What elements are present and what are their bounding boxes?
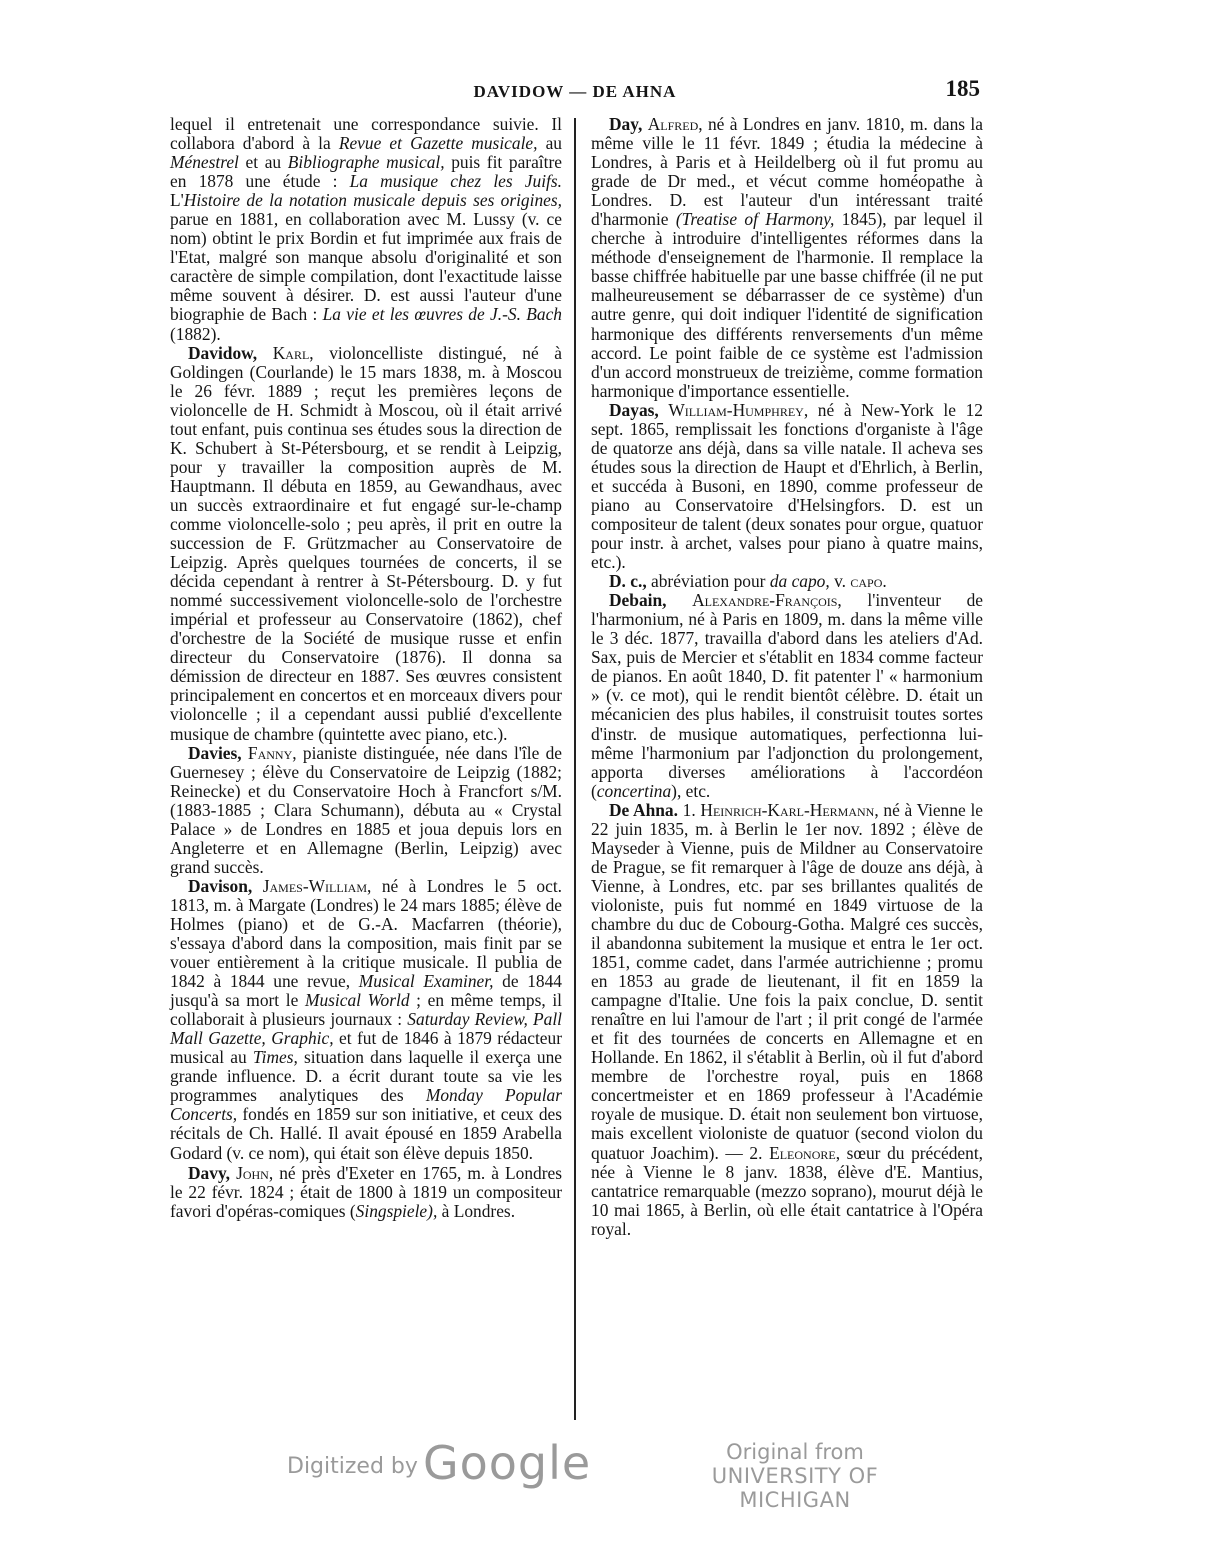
digitized-by-google-watermark bbox=[287, 1436, 591, 1490]
google-logo: Google bbox=[423, 1436, 592, 1490]
entry-day: Day, Alfred, né à Londres en janv. 1810, m. dans la même ville le 11 févr. 1849 ; étudia la médecine à Londres, à Paris et à Heildelberg où il fut promu au grade de Dr med., et vécut comme homéopathe à Londres. D. est l'auteur d'un intéressant traité d'harmonie (Treatise of Harmony, 1845), par lequel il cherche à introduire d'intelligentes réformes dans la méthode d'enseignement de l'harmonie. Il remplace la basse chiffrée habituelle par une basse chiffrée (il ne put malheureusement se débarrasser de ce système) d'un autre genre, qui doit indiquer l'identité de signification harmonique des différents renversements d'un même accord. Le point faible de ce système est l'admission d'un accord monstrueux de treizième, comme formation harmonique d'importance essentielle. bbox=[591, 114, 983, 401]
entry-continuation: lequel il entretenait une correspondance suivie. Il collabora d'abord à la Revue et Gazette musicale, au Ménestrel et au Bibliographe musical, puis fit paraître en 1878 une étude : La musique chez les Juifs. L'Histoire de la notation musicale depuis ses origines, parue en 1881, en collaboration avec M. Lussy (v. ce nom) obtint le prix Bordin et fut imprimée aux frais de l'Etat, malgré son manque absolu d'originalité et son caractère de simple compilation, dont l'exactitude laisse même souvent à désirer. D. est aussi l'auteur d'une biographie de Bach : La vie et les œuvres de J.-S. Bach (1882). bbox=[170, 114, 562, 344]
page-header bbox=[170, 76, 980, 106]
university-text: UNIVERSITY OF MICHIGAN bbox=[711, 1464, 879, 1512]
entry-davidow: Davidow, Karl, violoncelliste distingué, né à Goldingen (Courlande) le 15 mars 1838, m. à Moscou le 26 févr. 1889 ; reçut les premières leçons de violoncelle de H. Schmidt à Moscou, où il était arrivé tout enfant, puis continua ses études sous la direction de K. Schubert à St-Pétersbourg, et se rendit à Leipzig, pour y travailler la composition auprès de M. Hauptmann. Il débuta en 1859, au Gewandhaus, avec un succès extraordinaire et fut engagé sur-le-champ comme violoncelle-solo ; peu après, il prit en outre la succession de F. Grützmacher au Conservatoire de Leipzig. Après quelques tournées de concerts, il se décida cependant à rentrer à St-Pétersbourg. D. y fut nommé successivement violoncelle-solo de l'orchestre impérial et professeur au Conservatoire (1862), chef d'orchestre de la Société de musique russe et enfin directeur du Conservatoire (1876). Il donna sa démission de directeur en 1887. Ses œuvres consistent principalement en concertos et en morceaux divers pour violoncelle ; il a cependant aussi publié d'excellente musique de chambre (quintette avec piano, etc.). bbox=[170, 342, 562, 744]
headword: Day, bbox=[609, 114, 643, 134]
column-divider bbox=[574, 118, 576, 1420]
entry-dc: D. c., abréviation pour da capo, v. capo. bbox=[609, 571, 887, 592]
headword: Debain, bbox=[609, 590, 667, 611]
original-from-text: Original from bbox=[726, 1440, 864, 1464]
headword: Davy, bbox=[188, 1162, 231, 1183]
headword: Dayas, bbox=[609, 399, 659, 420]
page-number: 185 bbox=[945, 76, 980, 101]
headword: D. c., bbox=[609, 571, 647, 592]
entry-davy: Davy, John, né près d'Exeter en 1765, m. à Londres le 22 févr. 1824 ; était de 1800 à 1819 un compositeur favori d'opéras-comiques (Singspiele), à Londres. bbox=[170, 1162, 562, 1221]
digitized-by-text: Digitized by bbox=[287, 1454, 418, 1479]
entry-debain: Debain, Alexandre-François, l'inventeur de l'harmonium, né à Paris en 1809, m. dans la même ville le 3 déc. 1877, travailla d'abord dans les ateliers d'Ad. Sax, puis de Mercier et s'établit en 1834 comme facteur de pianos. En août 1840, D. fit patenter l' « harmonium » (v. ce mot), qui le rendit bientôt célèbre. D. était un mécanicien des plus habiles, il construisit toutes sortes d'instr. de musique automatiques, perfectionna lui-même l'harmonium par l'adjonction du prolongement, apporta diverses améliorations à l'accordéon (concertina), etc. bbox=[591, 590, 983, 801]
right-column bbox=[591, 115, 983, 1239]
headword: De Ahna. bbox=[609, 799, 678, 820]
original-from-watermark bbox=[665, 1440, 925, 1512]
entry-davison: Davison, James-William, né à Londres le 5 oct. 1813, m. à Margate (Londres) le 24 mars 1885; élève de Holmes (piano) et de G.-A. Macfarren (théorie), s'essaya d'abord dans la composition, mais finit par se vouer entièrement à la critique musicale. Il publia de 1842 à 1844 une revue, Musical Examiner, de 1844 jusqu'à sa mort le Musical World ; en même temps, il collaborait à plusieurs journaux : Saturday Review, Pall Mall Gazette, Graphic, et fut de 1846 à 1879 rédacteur musical au Times, situation dans laquelle il exerça une grande influence. D. a écrit durant toute sa vie les programmes analytiques des Monday Popular Concerts, fondés en 1859 sur son initiative, et ceux des récitals de Ch. Hallé. Il avait épousé en 1859 Arabella Godard (v. ce nom), qui était son élève depuis 1850. bbox=[170, 875, 563, 1163]
entry-davies: Davies, Fanny, pianiste distinguée, née dans l'île de Guernesey ; élève du Conservatoire de Leipzig (1882; Reinecke) et du Conservatoire Hoch à Francfort s/M. (1883-1885 ; Clara Schumann), débuta au « Crystal Palace » de Londres en 1885 et joua depuis lors en Angleterre et en Allemagne (Berlin, Leipzig) avec grand succès. bbox=[170, 742, 562, 877]
running-title: DAVIDOW — DE AHNA bbox=[473, 82, 677, 101]
headword: Davidow, bbox=[188, 342, 258, 363]
headword: Davies, bbox=[188, 742, 242, 763]
left-column bbox=[170, 115, 562, 1221]
entry-dayas: Dayas, William-Humphrey, né à New-York le 12 sept. 1865, remplissait les fonctions d'organiste à l'âge de quatorze ans déjà, dans sa ville natale. Il acheva ses études sous la direction de Haupt et d'Ehrlich, à Berlin, et succéda à Busoni, en 1890, comme professeur de piano au Conservatoire d'Helsingfors. D. est un compositeur de talent (deux sonates pour orgue, quatuor pour instr. à archet, valses pour piano à quatre mains, etc.). bbox=[591, 399, 983, 573]
headword: Davison, bbox=[188, 875, 253, 896]
entry-de-ahna: De Ahna. 1. Heinrich-Karl-Hermann, né à Vienne le 22 juin 1835, m. à Berlin le 1er nov. 1892 ; élève de Mayseder à Vienne, puis de Mildner au Conservatoire de Prague, se fit remarquer à l'âge de douze ans déjà, à Vienne, à Londres, etc. par ses brillantes qualités de violoniste, puis fut nommé en 1849 virtuose de la chambre du duc de Cobourg-Gotha. Malgré ces succès, il abandonna subitement la musique et entra le 1er oct. 1851, comme cadet, dans l'armée autrichienne ; promu en 1853 au grade de lieutenant, il fit en 1859 la campagne d'Italie. Une fois la paix conclue, D. sentit renaître en lui l'amour de l'art ; il prit congé de l'armée et fit des tournées de concerts en Allemagne et en Hollande. En 1862, il s'établit à Berlin, où il fut d'abord membre de l'orchestre royal, puis en 1868 concertmeister et en 1869 professeur à l'Académie royale de musique. D. était non seulement bon virtuose, mais excellent violoniste de quatuor (second violon du quatuor Joachim). — 2. Eleonore, sœur du précédent, née à Vienne le 8 janv. 1838, élève d'E. Mantius, cantatrice remarquable (mezzo soprano), mourut déjà le 10 mai 1865, à Berlin, où elle était cantatrice à l'Opéra royal. bbox=[591, 799, 983, 1239]
